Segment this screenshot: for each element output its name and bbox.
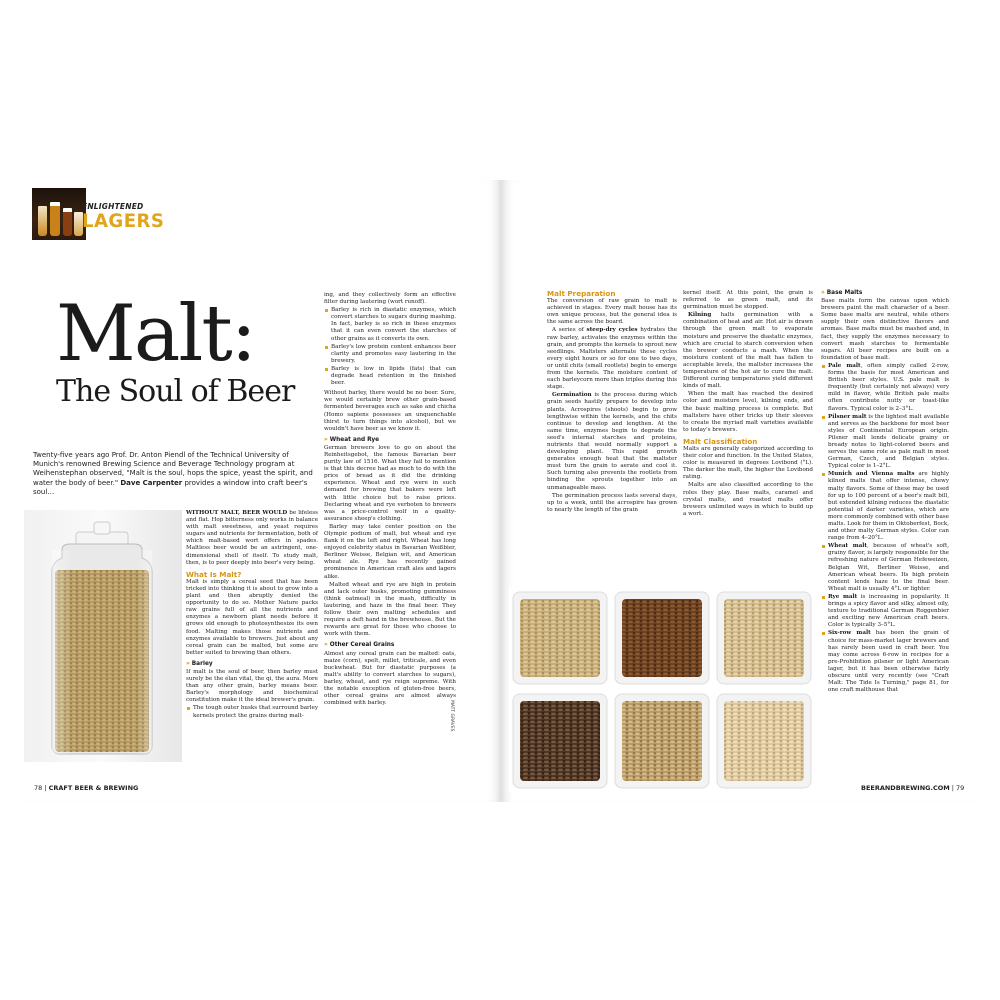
col1-paragraph: Malt is simply a cereal seed that has been tricked into thinking it is about to grow into a plant and then abruptly denied the opportunity to do so. Mother Nature packs raw grains full of all the nutrients and enzymes a newborn plant needs before it grows old enough to photosynthesize its own food. Malting makes those nutrients and enzymes available to brewers. Just about any cereal grain can be malted, but some are better suited to brewing than others. xyxy=(186,578,318,656)
bullet-item: Rye malt is increasing in popularity. It brings a spicy flavor and silky, almost oily, texture to traditional German Roggenbier and exciting new American craft beers. Color is typically 3–5°L. xyxy=(821,594,949,629)
col2-paragraph: Malted wheat and rye are high in protein and lack outer husks, promoting gumminess (think oatmeal) in the mash, difficulty in lautering, and haze in the final beer. They follow their own malting schedules and require a deft hand in the brewhouse. But the rewards are great for those who choose to work with them. xyxy=(324,581,456,638)
bullet-item: The tough outer husks that surround barley kernels protect the grains during malt- xyxy=(186,705,318,719)
folio-left: 78 | CRAFT BEER & BREWING xyxy=(34,784,139,792)
malt-tray xyxy=(513,592,607,684)
col3-paragraph: A series of steep-dry cycles hydrates the raw barley, activates the enzymes within the grain, and prompts the kernels to sprout new seedlings. Maltsters alternate these cycles every eight hours or so for one to two days, or until chits (small rootlets) begin to emerge from the kernels. The moisture content of each barleycorn more than triples during this stage. xyxy=(547,327,677,391)
malt-tray xyxy=(513,694,607,788)
subheading-base-malts: » Base Malts xyxy=(821,290,863,296)
column-1 xyxy=(186,510,318,721)
folio-right: BEERANDBREWING.COM | 79 xyxy=(861,784,965,792)
bullet-item: Pale malt, often simply called 2-row, forms the basis for most American and British beer styles. U.S. pale malt is frequently (but certainly not always) very mild in flavor, while British pale malts often contribute nutty or toast-like flavors. Typical color is 2–3°L. xyxy=(821,363,949,413)
heading-malt-classification: Malt Classification xyxy=(683,436,758,446)
badge-line2: LAGERS xyxy=(82,210,165,232)
page-number: 78 xyxy=(34,784,43,792)
column-4 xyxy=(683,290,813,519)
bullet-item: Barley is rich in diastatic enzymes, which convert starches to sugars during mashing. In fact, barley is so rich in these enzymes that it can even convert the starches of other grains as it converts its own. xyxy=(324,307,456,342)
malt-tray xyxy=(717,592,811,684)
beer-glasses-photo xyxy=(32,188,86,240)
intro-tail: provides a window into craft beer's soul… xyxy=(33,478,308,496)
bullet-item: Pilsner malt is the lightest malt available and serves as the backbone for most beer styles of Continental European origin. Pilsner malt lends delicate grainy or bready notes to light-colored beers and serves the same role as pale malt in most German, Czech, and Belgian styles. Typical color is 1–2°L. xyxy=(821,414,949,471)
intro-text: Twenty-five years ago Prof. Dr. Anton Piendl of the Technical University of Munich's renowned Brewing Science and Beverage Technology program at Weihenstephan observed, "Malt is the soul, hops the spice, yeast the spirit, and water the body of beer." xyxy=(33,451,313,487)
heading-what-is-malt: What Is Malt? xyxy=(186,569,242,579)
col1-paragraph: be lifeless and flat. Hop bitterness only works in balance with malt sweetness, and yeast requires sugars and nutrients for fermentation, both of which malt-based wort offers in spades. Maltless beer would be an astringent, one-dimensional shell of itself. To study malt, then, is to peer deeply into beer's very being. xyxy=(186,510,319,566)
col4-paragraph: Malts are generally categorized according to their color and function. In the United States, color is measured in degrees Lovibond (°L). The darker the malt, the higher the Lovibond rating. xyxy=(683,445,813,481)
article-intro xyxy=(33,451,318,497)
subheading-wheat-rye: » Wheat and Rye xyxy=(324,436,380,443)
col4-paragraph: When the malt has reached the desired color and moisture level, kilning ends, and the basic malting process is complete. But maltsters have other tricks up their sleeves to create the myriad malt varieties available to today's brewers. xyxy=(683,391,813,433)
column-2 xyxy=(324,292,456,708)
bullet-item: Barley is low in lipids (fats) that can degrade head retention in the finished beer. xyxy=(324,366,456,387)
malt-tray xyxy=(615,694,709,788)
magazine-spread xyxy=(24,180,978,802)
website: BEERANDBREWING.COM xyxy=(861,784,950,792)
col4-paragraph: Malts are also classified according to the roles they play. Base malts, caramel and crystal malts, and roasted malts offer brewers unlimited ways in which to build up a wort. xyxy=(683,482,813,517)
intro-author: Dave Carpenter xyxy=(120,478,183,487)
malt-tray xyxy=(615,592,709,684)
article-subtitle: The Soul of Beer xyxy=(56,374,295,409)
heading-malt-preparation: Malt Preparation xyxy=(547,289,616,298)
bullet-item: Barley's low protein content enhances beer clarity and promotes easy lautering in the brewery. xyxy=(324,344,456,365)
publication-name: CRAFT BEER & BREWING xyxy=(48,784,139,792)
badge-line1: ENLIGHTENED xyxy=(82,202,144,211)
col2-paragraph: Without barley, there would be no beer. Sure, we would certainly brew other grain-based fermented beverages such as sake and chicha (Homo sapiens possesses an unquenchable thirst to turn things into alcohol), but we wouldn't have beer as we know it. xyxy=(324,390,456,432)
col2-paragraph: German brewers love to go on about the Reinheitsgebot, the famous Bavarian beer purity law of 1516. What they fail to mention is that this decree had as much to do with the price of bread as it did the drinking experience. Wheat and rye were in such demand for brewing that bakers were left with little choice but to raise prices. Declaring wheat and rye verboten to brewers was a price-control wolf in a quality-assurance sheep's clothing. xyxy=(324,444,456,522)
article-title: Malt: xyxy=(56,289,255,379)
col1-paragraph: If malt is the soul of beer, then barley must surely be the élan vital, the qi, the aura. More than any other grain, barley means beer. Barley's morphology and biochemical constitution make it the ideal brewer's grain. xyxy=(186,668,318,704)
col2-paragraph: Almost any cereal grain can be malted: oats, maize (corn), spelt, millet, triticale, and even buckwheat. But for diastatic purposes (a malt's ability to convert starches to sugars), barley, wheat, and rye reign supreme. With the notable exception of gluten-free beers, other cereal grains are almost always combined with barley. xyxy=(324,650,456,707)
malt-samples-photo xyxy=(509,588,817,793)
bullet-item: Six-row malt has been the grain of choice for mass-market lager brewers and has rarely been used in craft beer. You may come across 6-row in recipes for a pre-Prohibition pilsner or light American lager, but it has been otherwise fairly obscure until very recently (see "Craft Malt: The Tide Is Turning," page 81, for one craft malthouse that xyxy=(821,630,949,694)
column-3 xyxy=(547,290,677,515)
column-5 xyxy=(821,290,949,695)
section-badge xyxy=(32,188,165,240)
lead-caps: WITHOUT MALT, BEER WOULD xyxy=(186,510,288,516)
col3-paragraph: The germination process lasts several days, up to a week, until the acrospire has grown to nearly the length of the grain xyxy=(547,492,677,513)
subheading-barley: » Barley xyxy=(186,660,213,667)
malt-tray xyxy=(717,694,811,788)
grain-jar-photo xyxy=(24,510,182,762)
col4-paragraph: kernel itself. At this point, the grain is referred to as green malt, and its germination must be stopped. xyxy=(683,290,813,311)
subheading-other-grains: » Other Cereal Grains xyxy=(324,642,395,649)
col3-paragraph: Germination is the process during which grain seeds hastily prepare to develop into plants. Acrospires (shoots) begin to grow lengthwise within the kernels, and the chits continue to develop and lengthen. At the same time, enzymes begin to degrade the seed's internal starches and proteins, nutrients that would normally support a developing plant. This rapid growth generates enough heat that the maltster must turn the grain to aerate and cool it. Such turning also prevents the rootlets from binding the sprouts together into an unmanageable mass. xyxy=(547,392,677,491)
col2-paragraph: ing, and they collectively form an effective filter during lautering (wort runoff). xyxy=(324,292,456,306)
col5-paragraph: Base malts form the canvas upon which brewers paint the malt character of a beer. Some base malts are neutral, while others supply their own distinctive flavors and aromas. Base malts must be mashed and, in fact, they supply the enzymes necessary to convert mash starches to fermentable sugars. All beer recipes are built on a foundation of base malt. xyxy=(821,298,949,361)
col4-paragraph: Kilning halts germination with a combination of heat and air. Hot air is drawn through the green malt to evaporate moisture and preserve the diastatic enzymes, which are crucial to starch conversion when the brewer conducts a mash. When the moisture content of the malt has fallen to acceptable levels, the maltster increases the temperature of the hot air to cure the malt. Different curing temperatures yield different kinds of malt. xyxy=(683,312,813,390)
bullet-item: Munich and Vienna malts are highly kilned malts that offer intense, chewy malty flavors. Some of these may be used for up to 100 percent of a beer's malt bill, but extended kilning reduces the diastatic potential of darker varieties, which are more commonly combined with other base malts. Look for them in Oktoberfest, Bock, and other malty German styles. Color can range from 4–20°L. xyxy=(821,471,949,542)
col2-paragraph: Barley may take center position on the Olympic podium of malt, but wheat and rye flank it on the left and right. Wheat has long enjoyed celebrity status in Bavarian Weißbier, Berliner Weisse, Belgian wit, and American wheat ale. Rye has recently gained prominence in American craft ales and lagers alike. xyxy=(324,523,456,580)
col3-paragraph: The conversion of raw grain to malt is achieved in stages. Every malt house has its own unique process, but the general idea is the same across the board. xyxy=(547,298,677,326)
bullet-item: Wheat malt, because of wheat's soft, grainy flavor, is largely responsible for the refreshing nature of German Hefeweizen, Belgian Wit, Berliner Weisse, and American wheat beers. Its high protein content lends haze to the final beer. Wheat malt is usually 4°L or lighter. xyxy=(821,543,949,593)
right-page xyxy=(501,180,978,802)
left-page xyxy=(24,180,501,802)
photo-credit: MATT GRAVES xyxy=(449,700,454,732)
page-number: 79 xyxy=(956,784,965,792)
